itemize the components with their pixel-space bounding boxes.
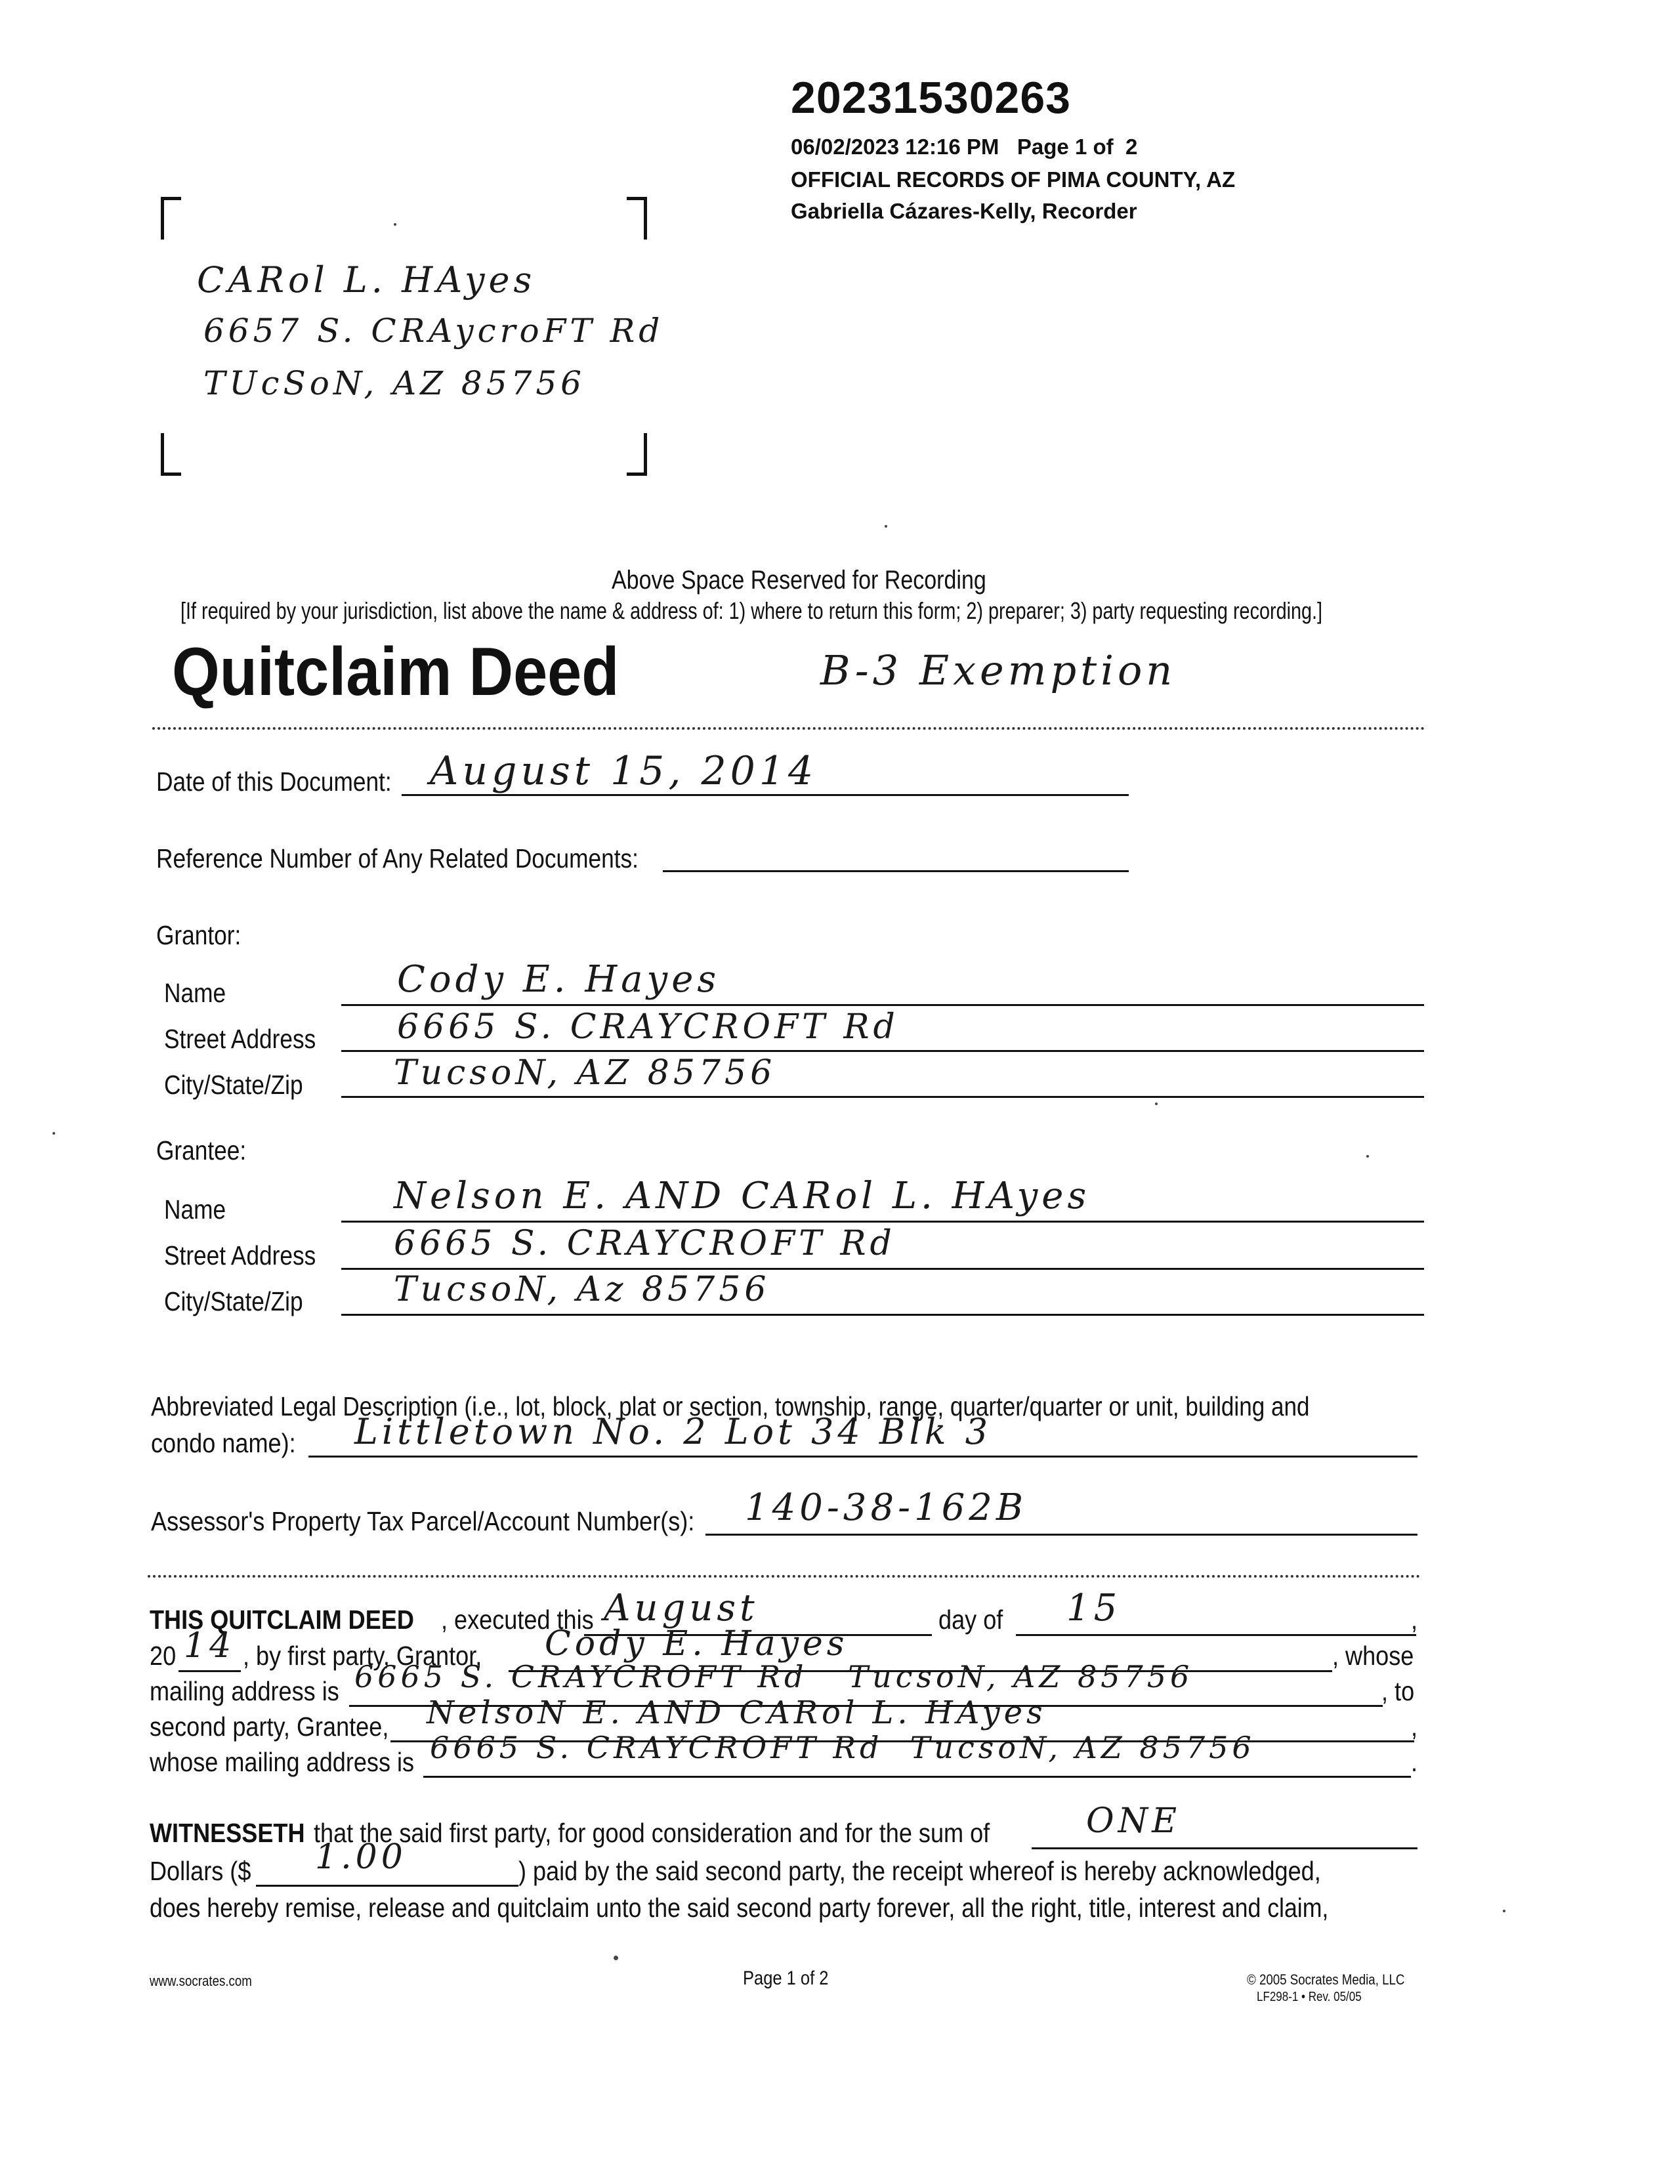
grantor-name-value[interactable]: Cody E. Hayes bbox=[397, 958, 721, 1001]
grantee-heading: Grantee: bbox=[156, 1135, 247, 1166]
witnesseth-lead: WITNESSETH bbox=[150, 1818, 305, 1848]
witnesseth-text2: ) paid by the said second party, the receipt whereof is hereby acknowledged, bbox=[518, 1856, 1321, 1886]
dollars-prefix: Dollars ($ bbox=[150, 1856, 251, 1886]
mailing-value[interactable]: 6665 S. CRAYCROFT Rd TucsoN, AZ 85756 bbox=[354, 1659, 1194, 1694]
sum-value[interactable]: 1.00 bbox=[315, 1838, 407, 1877]
day-value[interactable]: 15 bbox=[1066, 1587, 1122, 1629]
deed-to: , to bbox=[1381, 1676, 1415, 1706]
date-label: Date of this Document: bbox=[156, 766, 392, 797]
divider-top bbox=[152, 727, 1425, 730]
deed-day-of: day of bbox=[938, 1605, 1003, 1635]
date-field-value[interactable]: August 15, 2014 bbox=[430, 748, 818, 794]
witnesseth-text3: does hereby remise, release and quitclaim unto the said second party forever, all the right, title, interest and claim, bbox=[150, 1893, 1329, 1923]
sum-words-line bbox=[1032, 1847, 1418, 1849]
deed-grantee-comma: , bbox=[1411, 1712, 1418, 1742]
reference-number-line bbox=[663, 870, 1129, 872]
grantor-city-line bbox=[341, 1096, 1424, 1098]
deed-by-first-party: , by first party, Grantor, bbox=[243, 1641, 482, 1671]
deed-lead: THIS QUITCLAIM DEED bbox=[150, 1605, 414, 1635]
deed-day-comma: , bbox=[1411, 1605, 1418, 1635]
witnesseth-text1: that the said first party, for good consideration and for the sum of bbox=[314, 1818, 990, 1848]
sum-words-value[interactable]: ONE bbox=[1086, 1801, 1181, 1841]
grantor-street-label: Street Address bbox=[164, 1024, 316, 1054]
legal-description-value[interactable]: Littletown No. 2 Lot 34 Blk 3 bbox=[354, 1411, 992, 1452]
whose-mailing-line bbox=[423, 1776, 1411, 1778]
return-address-name: CARol L. HAyes bbox=[197, 259, 536, 301]
corner-bracket-bottom-right bbox=[627, 433, 647, 476]
grantor-street-value[interactable]: 6665 S. CRAYCROFT Rd bbox=[397, 1007, 899, 1047]
grantee-inline-value[interactable]: NelsoN E. AND CARol L. HAyes bbox=[427, 1694, 1047, 1731]
reference-number-label: Reference Number of Any Related Documents: bbox=[156, 843, 639, 873]
grantee-city-label: City/State/Zip bbox=[164, 1286, 303, 1316]
scan-speck bbox=[1366, 1155, 1369, 1158]
corner-bracket-top-right bbox=[627, 197, 647, 240]
footer-form-id: LF298-1 • Rev. 05/05 bbox=[1257, 1990, 1362, 2004]
year-value[interactable]: 14 bbox=[184, 1626, 236, 1666]
footer-copyright: © 2005 Socrates Media, LLC bbox=[1247, 1971, 1405, 1988]
year-prefix: 20 bbox=[150, 1641, 177, 1671]
parcel-number-line bbox=[705, 1534, 1418, 1536]
grantor-street-line bbox=[341, 1050, 1424, 1052]
footer-page-number: Page 1 of 2 bbox=[743, 1967, 829, 1989]
reserved-space-title: Above Space Reserved for Recording bbox=[612, 566, 986, 595]
legal-description-line bbox=[308, 1456, 1418, 1458]
deed-whose: , whose bbox=[1332, 1641, 1414, 1671]
recording-office: OFFICIAL RECORDS OF PIMA COUNTY, AZ bbox=[791, 167, 1236, 192]
recording-date-line: 06/02/2023 12:16 PM Page 1 of 2 bbox=[791, 135, 1138, 159]
exemption-note: B-3 Exemption bbox=[820, 646, 1177, 694]
grantee-city-line bbox=[341, 1314, 1424, 1316]
grantee-street-value[interactable]: 6665 S. CRAYCROFT Rd bbox=[394, 1224, 896, 1263]
grantor-heading: Grantor: bbox=[156, 920, 242, 950]
deed-second-party: second party, Grantee, bbox=[150, 1712, 389, 1742]
grantor-name-line bbox=[341, 1004, 1424, 1006]
date-field-line bbox=[402, 794, 1129, 796]
scan-speck bbox=[885, 525, 887, 528]
executed-value[interactable]: August bbox=[604, 1587, 759, 1629]
reserved-space-note: [If required by your jurisdiction, list above the name & address of: 1) where to return this form; 2) preparer; 3) party requesting recording.] bbox=[180, 597, 1323, 624]
grantee-name-value[interactable]: Nelson E. AND CARol L. HAyes bbox=[394, 1175, 1091, 1217]
corner-bracket-top-left bbox=[161, 197, 181, 240]
grantor-inline-value[interactable]: Cody E. Hayes bbox=[545, 1624, 849, 1664]
corner-bracket-bottom-left bbox=[161, 433, 181, 476]
deed-period: . bbox=[1411, 1747, 1418, 1777]
parcel-number-label: Assessor's Property Tax Parcel/Account Number(s): bbox=[151, 1506, 695, 1536]
grantee-name-line bbox=[341, 1221, 1424, 1223]
grantee-name-label: Name bbox=[164, 1194, 226, 1225]
grantor-city-value[interactable]: TucsoN, AZ 85756 bbox=[394, 1053, 776, 1093]
scan-speck bbox=[394, 223, 396, 226]
scan-speck bbox=[614, 1956, 618, 1960]
deed-executed-this: , executed this bbox=[441, 1605, 594, 1635]
recording-number: 20231530263 bbox=[791, 73, 1072, 123]
grantor-name-label: Name bbox=[164, 978, 226, 1008]
deed-mailing-label: mailing address is bbox=[150, 1676, 339, 1706]
divider-middle bbox=[148, 1575, 1421, 1578]
legal-description-label: Abbreviated Legal Description (i.e., lot, block, plat or section, township, range, quarter/quarter or unit, building and bbox=[151, 1391, 1310, 1421]
year-value-line bbox=[178, 1670, 241, 1672]
deed-whose-mailing: whose mailing address is bbox=[150, 1747, 415, 1777]
return-address-city: TUcSoN, AZ 85756 bbox=[203, 364, 585, 402]
scan-speck bbox=[52, 1132, 55, 1135]
day-value-line bbox=[1016, 1634, 1416, 1636]
return-address-street: 6657 S. CRAycroFT Rd bbox=[203, 312, 664, 350]
grantor-city-label: City/State/Zip bbox=[164, 1070, 303, 1100]
scan-speck bbox=[1503, 1910, 1505, 1912]
footer-website[interactable]: www.socrates.com bbox=[150, 1973, 252, 1989]
grantee-city-value[interactable]: TucsoN, Az 85756 bbox=[394, 1270, 770, 1309]
sum-value-line bbox=[256, 1885, 518, 1887]
whose-mailing-value[interactable]: 6665 S. CRAYCROFT Rd TucsoN, AZ 85756 bbox=[430, 1730, 1255, 1765]
recorder-name: Gabriella Cázares-Kelly, Recorder bbox=[791, 199, 1137, 223]
legal-description-label-line2: condo name): bbox=[151, 1428, 296, 1458]
form-title: Quitclaim Deed bbox=[172, 634, 620, 710]
parcel-number-value[interactable]: 140-38-162B bbox=[745, 1486, 1028, 1529]
grantee-street-label: Street Address bbox=[164, 1240, 316, 1270]
scan-speck bbox=[1155, 1102, 1158, 1105]
